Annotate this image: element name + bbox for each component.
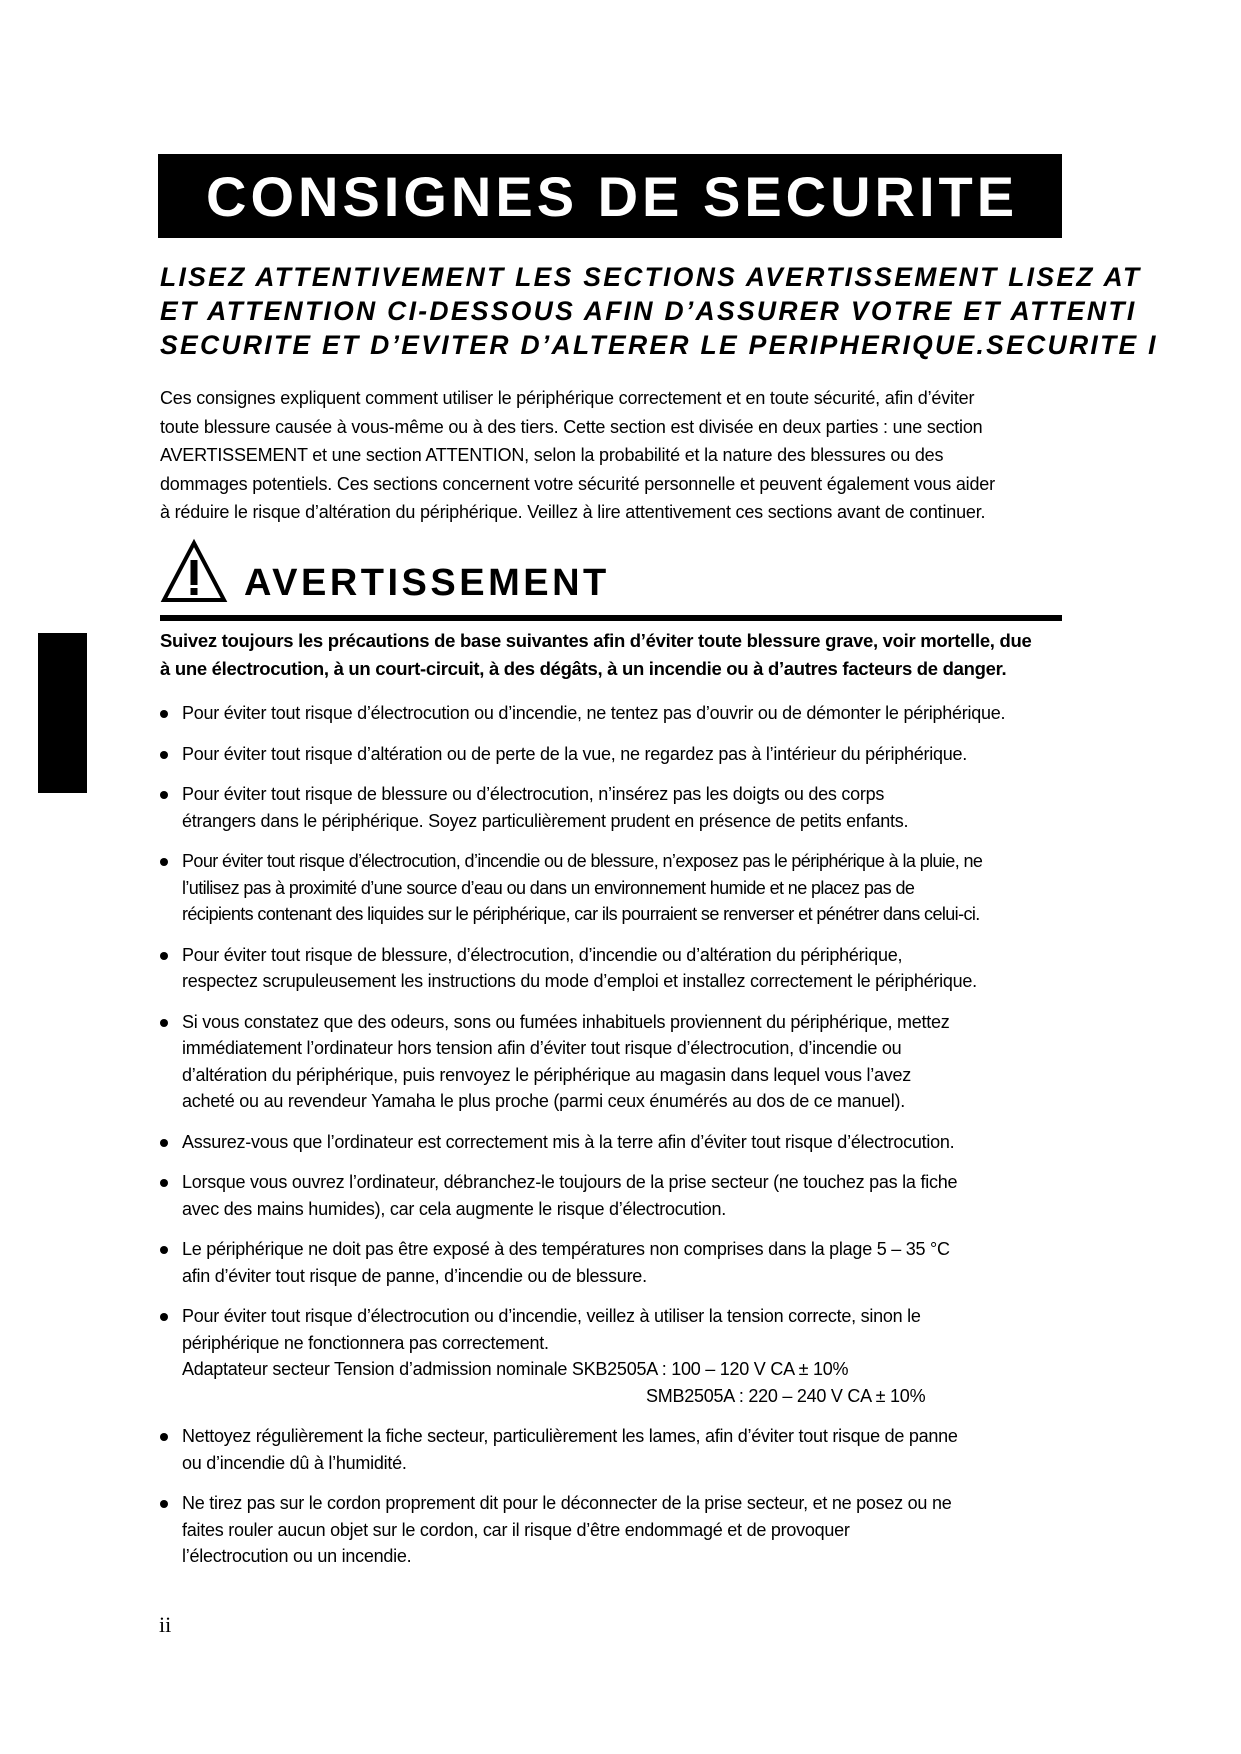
list-item-line: Ne tirez pas sur le cordon proprement dit pour le déconnecter de la prise secteur, et ne posez ou ne	[182, 1493, 952, 1513]
language-tab-marker	[38, 633, 87, 793]
page-title: CONSIGNES DE SECURITE	[206, 164, 1019, 228]
list-item-line: acheté ou au revendeur Yamaha le plus proche (parmi ceux énumérés au dos de ce manuel).	[182, 1091, 906, 1111]
intro-heading-line: SECURITE ET D’EVITER D’ALTERER LE PERIPHERIQUE.SECURITE I	[160, 330, 1158, 360]
list-item-line: Pour éviter tout risque de blessure, d’électrocution, d’incendie ou d’altération du périphérique,	[182, 944, 903, 965]
bullet-icon	[160, 751, 168, 759]
list-item	[160, 741, 1110, 768]
list-item-line: Nettoyez régulièrement la fiche secteur, particulièrement les lames, afin d’éviter tout risque de panne	[182, 1426, 958, 1446]
list-item	[160, 1423, 1110, 1476]
list-item-line: respectez scrupuleusement les instructions du mode d’emploi et installez correctement le périphérique.	[182, 971, 977, 991]
list-item-line: l’utilisez pas à proximité d’une source d’eau ou dans un environnement humide et ne placez pas de	[182, 877, 915, 898]
list-item	[160, 1236, 1110, 1289]
list-item-line: faites rouler aucun objet sur le cordon, car il risque d’être endommagé et de provoquer	[182, 1519, 850, 1540]
bullet-icon	[160, 1433, 168, 1441]
warning-triangle-icon	[160, 538, 228, 606]
section-title-bar	[158, 154, 1062, 238]
list-item	[160, 1303, 1110, 1409]
bullet-icon	[160, 952, 168, 960]
list-item	[160, 848, 1110, 928]
warning-heading: AVERTISSEMENT	[244, 562, 610, 604]
list-item-line: ou d’incendie dû à l’humidité.	[182, 1452, 407, 1473]
bullet-icon	[160, 858, 168, 866]
list-item-line: Pour éviter tout risque d’électrocution, d’incendie ou de blessure, n’exposez pas le périphérique à la pluie, ne	[182, 851, 983, 871]
bullet-icon	[160, 1500, 168, 1508]
bullet-icon	[160, 1179, 168, 1187]
list-item-line: immédiatement l’ordinateur hors tension afin d’éviter tout risque d’électrocution, d’incendie ou	[182, 1038, 902, 1058]
bullet-icon	[160, 1139, 168, 1147]
intro-line: Ces consignes expliquent comment utiliser le périphérique correctement et en toute sécurité, afin d’éviter	[160, 388, 975, 408]
bullet-icon	[160, 1246, 168, 1254]
list-item-line: Assurez-vous que l’ordinateur est correctement mis à la terre afin d’éviter tout risque d’électrocution.	[182, 1131, 955, 1152]
list-item-line: Lorsque vous ouvrez l’ordinateur, débranchez-le toujours de la prise secteur (ne touchez pas la fiche	[182, 1172, 958, 1192]
list-item-line: Pour éviter tout risque d’altération ou de perte de la vue, ne regardez pas à l’intérieur du périphérique.	[182, 743, 968, 764]
list-item-line: Pour éviter tout risque de blessure ou d’électrocution, n’insérez pas les doigts ou des corps	[182, 784, 885, 804]
list-item-line: étrangers dans le périphérique. Soyez particulièrement prudent en présence de petits enfants.	[182, 810, 909, 831]
list-item-line: afin d’éviter tout risque de panne, d’incendie ou de blessure.	[182, 1265, 647, 1286]
list-item-line: Le périphérique ne doit pas être exposé à des températures non comprises dans la plage 5 – 35 °C	[182, 1239, 950, 1259]
warning-lead	[160, 627, 1100, 683]
intro-heading-line: ET ATTENTION CI-DESSOUS AFIN D’ASSURER VOTRE ET ATTENTI	[160, 296, 1137, 326]
bullet-icon	[160, 710, 168, 718]
intro-paragraph	[160, 384, 1090, 527]
bullet-icon	[160, 1019, 168, 1027]
intro-line: toute blessure causée à vous-même ou à des tiers. Cette section est divisée en deux parties : une section	[160, 416, 983, 437]
power-spec-line: SMB2505A : 220 – 240 V CA ± 10%	[646, 1385, 926, 1406]
bullet-icon	[160, 791, 168, 799]
warning-lead-line: à une électrocution, à un court-circuit, à des dégâts, à un incendie ou à d’autres facteurs de danger.	[160, 658, 1007, 679]
list-item-line: Pour éviter tout risque d’électrocution ou d’incendie, veillez à utiliser la tension correcte, sinon le	[182, 1306, 921, 1326]
warning-list	[160, 700, 1110, 1570]
list-item-line: avec des mains humides), car cela augmente le risque d’électrocution.	[182, 1198, 727, 1219]
bullet-icon	[160, 1313, 168, 1321]
list-item	[160, 1490, 1110, 1570]
list-item	[160, 1129, 1110, 1156]
page-number: ii	[159, 1612, 172, 1637]
list-item-line: l’électrocution ou un incendie.	[182, 1546, 412, 1566]
warning-lead-line: Suivez toujours les précautions de base suivantes afin d’éviter toute blessure grave, voir mortelle, due	[160, 630, 1032, 651]
list-item-line: d’altération du périphérique, puis renvoyez le périphérique au magasin dans lequel vous l’avez	[182, 1064, 911, 1085]
list-item	[160, 1169, 1110, 1222]
list-item	[160, 700, 1110, 727]
intro-heading	[160, 260, 1241, 362]
intro-heading-line: LISEZ ATTENTIVEMENT LES SECTIONS AVERTISSEMENT LISEZ AT	[160, 262, 1142, 292]
list-item	[160, 781, 1110, 834]
power-spec-line: Adaptateur secteur Tension d’admission nominale SKB2505A : 100 – 120 V CA ± 10%	[182, 1359, 849, 1379]
intro-line: à réduire le risque d’altération du périphérique. Veillez à lire attentivement ces sections avant de continuer.	[160, 502, 986, 522]
list-item-line: périphérique ne fonctionnera pas correctement.	[182, 1332, 549, 1353]
list-item	[160, 942, 1110, 995]
list-item-line: Si vous constatez que des odeurs, sons ou fumées inhabituels proviennent du périphérique, mettez	[182, 1011, 950, 1032]
list-item-line: récipients contenant des liquides sur le périphérique, car ils pourraient se renverser et pénétrer dans celui-ci.	[182, 904, 980, 924]
intro-line: AVERTISSEMENT et une section ATTENTION, selon la probabilité et la nature des blessures ou des	[160, 445, 944, 465]
list-item-line: Pour éviter tout risque d’électrocution ou d’incendie, ne tentez pas d’ouvrir ou de démonter le périphérique.	[182, 703, 1006, 723]
list-item	[160, 1009, 1110, 1115]
intro-line: dommages potentiels. Ces sections concernent votre sécurité personnelle et peuvent également vous aider	[160, 473, 995, 494]
warning-divider	[160, 615, 1062, 621]
